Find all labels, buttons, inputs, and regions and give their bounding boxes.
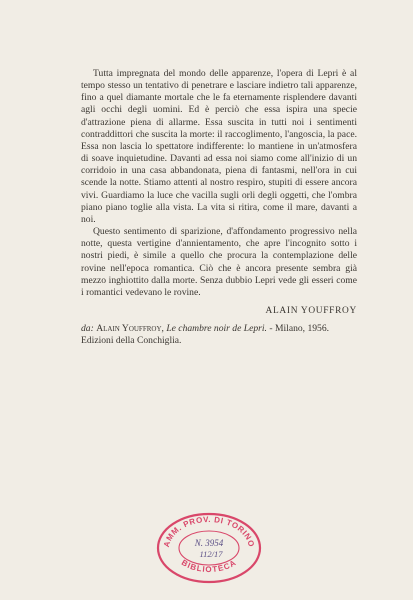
- stamp-bottom-text: BIBLIOTECA: [179, 557, 239, 575]
- author-signature: ALAIN YOUFFROY: [265, 305, 357, 316]
- source-title: Le chambre noir de Lepri.: [166, 323, 267, 335]
- source-author: Alain Youffroy,: [96, 323, 164, 335]
- source-place-year: - Milano, 1956.: [269, 323, 330, 335]
- text-block: [81, 68, 357, 347]
- stamp-seal: [155, 511, 263, 585]
- stamp-top-text: AMM. PROV. DI TORINO: [161, 514, 257, 549]
- source-citation: [81, 323, 357, 347]
- source-prefix: da:: [81, 323, 94, 335]
- library-stamp: [155, 511, 263, 585]
- stamp-number: N. 3954: [194, 538, 224, 548]
- source-publisher: Edizioni della Conchiglia.: [81, 335, 182, 347]
- stamp-code: 112/17: [199, 549, 223, 559]
- stamp-inner-ring: [179, 531, 239, 565]
- paragraph-1: Tutta impregnata del mondo delle apparenze, l'opera di Lepri è al tempo stesso un tentativo di penetrare e lasciare indietro tali apparenze, fino a quel diamante mortale che le fa eternamente risplendere davanti agli occhi degli uomini. Ed è perciò che essa ispira una specie d'attrazione piena di allarme. Essa suscita in tutti noi i sentimenti contraddittori che suscita la morte: il raccoglimento, l'angoscia, la pace. Essa non lascia lo spettatore indifferente: lo mantiene in un'atmosfera di soave inquietudine. Davanti ad essa noi siamo come all'inizio di un corridoio in una casa abbandonata, piena di fantasmi, nell'ora in cui scende la notte. Stiamo attenti al nostro respiro, stupiti di essere ancora vivi. Guardiamo la luce che vacilla sugli orli degli oggetti, che l'ombra piano piano toglie alla vista. La vita si ritira, come il mare, davanti a noi.: [81, 68, 357, 225]
- paragraph-2: Questo sentimento di sparizione, d'affondamento progressivo nella notte, questa vertigine d'annientamento, che apre l'incognito sotto i nostri piedi, è simile a quello che procura la contemplazione delle rovine nell'epoca romantica. Ciò che è ancora presente sembra già mezzo inghiottito dalla morte. Senza dubbio Lepri vede gli esseri come i romantici vedevano le rovine.: [81, 226, 357, 298]
